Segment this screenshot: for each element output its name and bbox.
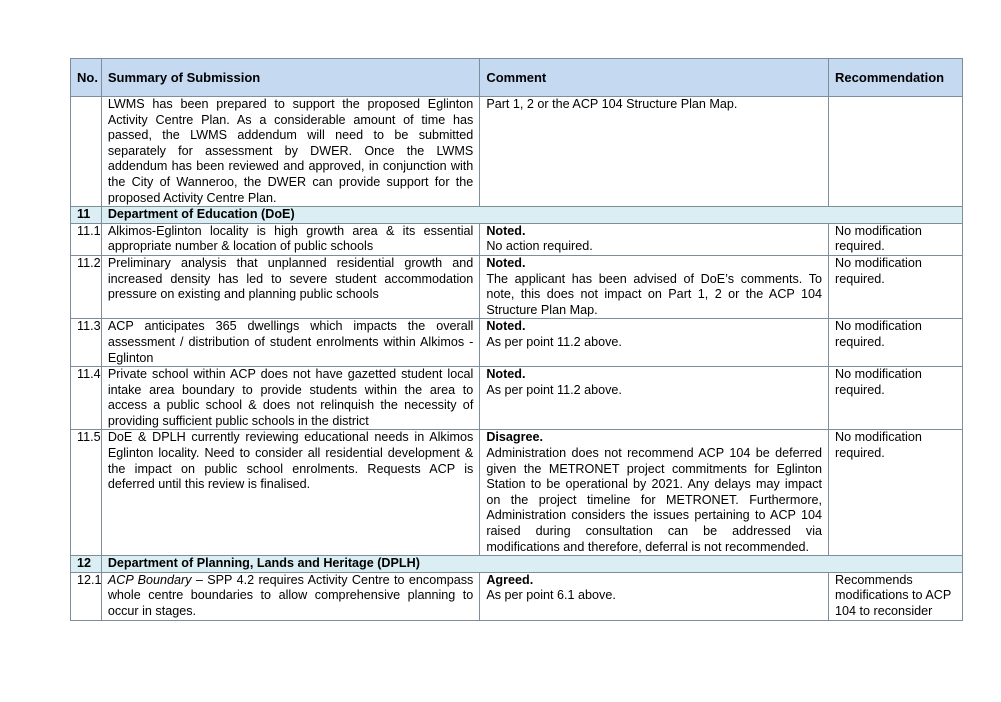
header-no: No. bbox=[71, 59, 102, 97]
comment-text: As per point 11.2 above. bbox=[486, 334, 622, 349]
header-comment: Comment bbox=[480, 59, 829, 97]
table-row bbox=[71, 255, 963, 318]
row-comment: Part 1, 2 or the ACP 104 Structure Plan Map. bbox=[480, 97, 829, 207]
table-row bbox=[71, 223, 963, 255]
row-comment bbox=[480, 255, 829, 318]
section-no: 11 bbox=[71, 207, 102, 224]
table-row bbox=[71, 572, 963, 620]
row-recommendation: No modification required. bbox=[829, 255, 963, 318]
section-row bbox=[71, 207, 963, 224]
header-summary: Summary of Submission bbox=[101, 59, 479, 97]
comment-text: No action required. bbox=[486, 239, 593, 254]
section-title: Department of Planning, Lands and Heritage (DPLH) bbox=[101, 556, 962, 573]
header-recommendation: Recommendation bbox=[829, 59, 963, 97]
table-header-row bbox=[71, 59, 963, 97]
table-row bbox=[71, 430, 963, 556]
comment-text: As per point 6.1 above. bbox=[486, 588, 616, 603]
row-recommendation: No modification required. bbox=[829, 430, 963, 556]
row-recommendation: No modification required. bbox=[829, 319, 963, 367]
row-summary: LWMS has been prepared to support the proposed Eglinton Activity Centre Plan. As a considerable amount of time has passed, the LWMS addendum will need to be submitted separately for assessment by DWER. Once the LWMS addendum has been reviewed and approved, in conjunction with the City of Wanneroo, the DWER can provide support for the proposed Activity Centre Plan. bbox=[101, 97, 479, 207]
table-row bbox=[71, 97, 963, 207]
row-summary: ACP anticipates 365 dwellings which impacts the overall assessment / distribution of student enrolments within Alkimos - Eglinton bbox=[101, 319, 479, 367]
comment-text: Administration does not recommend ACP 104 be deferred given the METRONET project commitments for Eglinton Station to be operational by 2021. Any delays may impact on the project timeline for METRONET. Furthermore, Administration considers the issues pertaining to ACP 104 raised during consultation can be addressed via modifications and therefore, deferral is not recommended. bbox=[486, 446, 823, 554]
summary-topic: ACP Boundary bbox=[107, 572, 192, 587]
row-no bbox=[71, 97, 102, 207]
row-no: 11.5 bbox=[71, 430, 102, 556]
row-no: 12.1 bbox=[71, 572, 102, 620]
comment-text: The applicant has been advised of DoE’s comments. To note, this does not impact on Part 1, 2 or the ACP 104 Structure Plan Map. bbox=[486, 271, 823, 317]
row-summary: Alkimos-Eglinton locality is high growth area & its essential appropriate number & location of public schools bbox=[101, 223, 479, 255]
row-summary: Preliminary analysis that unplanned residential growth and increased density has led to severe student accommodation pressure on existing and planning public schools bbox=[101, 255, 479, 318]
row-recommendation: No modification required. bbox=[829, 223, 963, 255]
row-comment bbox=[480, 319, 829, 367]
row-comment bbox=[480, 430, 829, 556]
comment-title: Disagree. bbox=[486, 430, 544, 445]
row-comment bbox=[480, 223, 829, 255]
comment-title: Noted. bbox=[486, 367, 526, 382]
summary-text: – SPP 4.2 requires Activity Centre to encompass whole centre boundaries to allow comprehensive planning to occur in stages. bbox=[107, 572, 474, 618]
section-no: 12 bbox=[71, 556, 102, 573]
row-no: 11.1 bbox=[71, 223, 102, 255]
row-no: 11.2 bbox=[71, 255, 102, 318]
row-summary: Private school within ACP does not have gazetted student local intake area boundary to provide students within the area to access a public school & does not relinquish the necessity of providing sufficient public schools in the district bbox=[101, 367, 479, 430]
table-row bbox=[71, 319, 963, 367]
row-recommendation: No modification required. bbox=[829, 367, 963, 430]
comment-title: Noted. bbox=[486, 223, 526, 238]
row-no: 11.3 bbox=[71, 319, 102, 367]
row-comment bbox=[480, 572, 829, 620]
row-recommendation bbox=[829, 97, 963, 207]
comment-text: As per point 11.2 above. bbox=[486, 382, 622, 397]
row-comment bbox=[480, 367, 829, 430]
section-row bbox=[71, 556, 963, 573]
submissions-table bbox=[70, 58, 963, 621]
section-title: Department of Education (DoE) bbox=[101, 207, 962, 224]
row-summary bbox=[101, 572, 479, 620]
table-row bbox=[71, 367, 963, 430]
comment-title: Noted. bbox=[486, 319, 526, 334]
row-no: 11.4 bbox=[71, 367, 102, 430]
comment-title: Noted. bbox=[486, 255, 526, 270]
comment-title: Agreed. bbox=[486, 572, 534, 587]
row-recommendation: Recommends modifications to ACP 104 to reconsider bbox=[829, 572, 963, 620]
row-summary: DoE & DPLH currently reviewing educational needs in Alkimos Eglinton locality. Need to consider all residential development & the impact on public school enrolments. Requests ACP is deferred until this review is finalised. bbox=[101, 430, 479, 556]
